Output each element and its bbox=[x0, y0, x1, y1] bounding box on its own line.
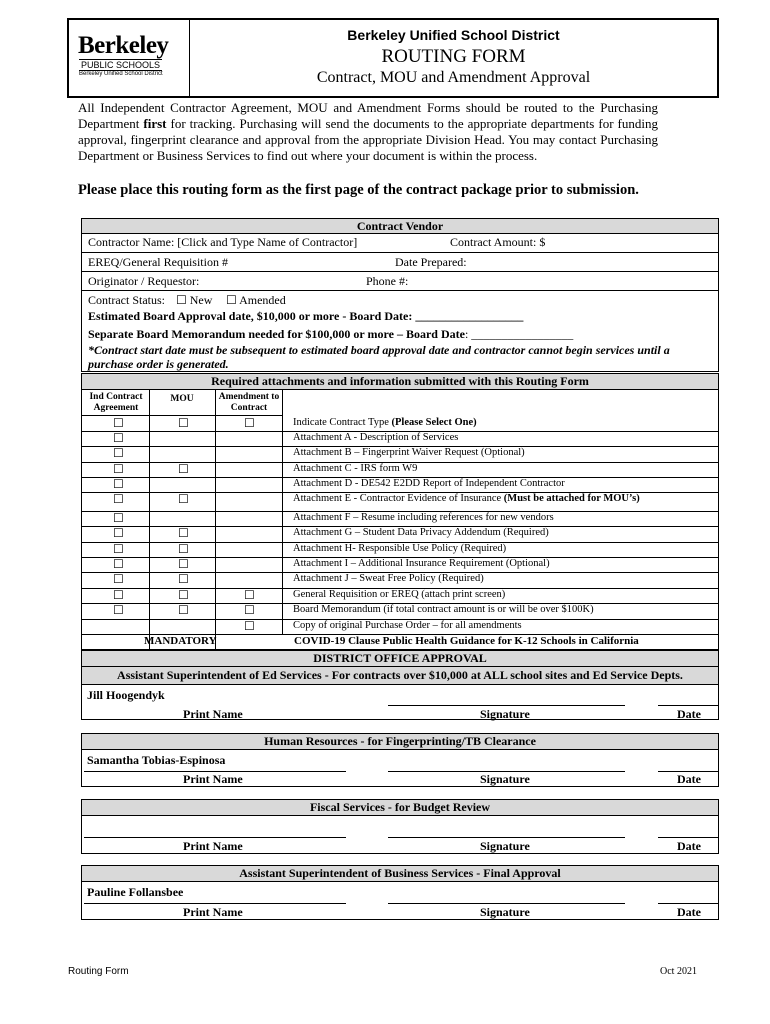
mou-checkbox[interactable]: ☐ bbox=[178, 572, 189, 586]
phone-field[interactable]: Phone #: bbox=[366, 274, 409, 288]
print-name-label: Print Name bbox=[183, 772, 243, 786]
contract-amount-field[interactable]: Contract Amount: $ bbox=[450, 235, 546, 249]
vendor-title: Contract Vendor bbox=[82, 219, 718, 234]
form-title: ROUTING FORM bbox=[381, 46, 526, 67]
mou-checkbox[interactable]: ☐ bbox=[178, 492, 189, 506]
divider bbox=[82, 252, 718, 253]
mou-checkbox[interactable]: ☐ bbox=[178, 462, 189, 476]
attachment-emphasis: (Please Select One) bbox=[391, 417, 477, 428]
attachment-item bbox=[293, 573, 484, 584]
logo-wordmark: Berkeley bbox=[78, 32, 169, 59]
logo-tagline: Berkeley Unified School District bbox=[79, 71, 163, 77]
date-label: Date bbox=[677, 839, 701, 853]
mou-checkbox[interactable]: ☐ bbox=[178, 542, 189, 556]
ind-contract-checkbox[interactable]: ☐ bbox=[113, 588, 124, 602]
col-divider bbox=[282, 390, 283, 634]
date-line bbox=[658, 903, 718, 904]
ind-contract-checkbox[interactable]: ☐ bbox=[113, 431, 124, 445]
contractor-name-field[interactable]: Contractor Name: [Click and Type Name of Contractor] bbox=[88, 235, 358, 249]
logo-subtitle: PUBLIC SCHOOLS bbox=[81, 60, 161, 70]
mou-checkbox[interactable]: ☐ bbox=[178, 526, 189, 540]
attachment-emphasis: (Must be attached for MOU’s) bbox=[503, 493, 640, 504]
ereq-field[interactable]: EREQ/General Requisition # bbox=[88, 255, 228, 269]
col-mou: MOU bbox=[170, 394, 194, 404]
signature-label: Signature bbox=[480, 905, 530, 919]
intro-text-2: for tracking. Purchasing will send the documents to the appropriate departments for funding approval, fingerprint clearance and approval from the appropriate Division Head. You may contact Purchasing Department or Business Services to find out where your document is within the process. bbox=[78, 116, 658, 163]
mandatory-label: MANDATORY bbox=[144, 635, 217, 647]
print-name-label: Print Name bbox=[183, 707, 243, 721]
attachment-text: Copy of original Purchase Order – for all amendments bbox=[293, 620, 522, 631]
ind-contract-checkbox[interactable]: ☐ bbox=[113, 542, 124, 556]
date-line bbox=[658, 705, 718, 706]
vendor-section bbox=[81, 218, 719, 372]
col-divider bbox=[215, 390, 216, 650]
contract-status-label: Contract Status: bbox=[88, 293, 165, 307]
ind-contract-checkbox[interactable]: ☐ bbox=[113, 526, 124, 540]
signature-label: Signature bbox=[480, 839, 530, 853]
divider bbox=[82, 271, 718, 272]
attachment-item bbox=[293, 604, 594, 615]
contract-warning: *Contract start date must be subsequent to estimated board approval date and contractor cannot begin services until a purchase order is generated. bbox=[88, 343, 670, 371]
business-signer-name[interactable]: Pauline Follansbee bbox=[87, 885, 184, 899]
amendment-checkbox[interactable]: ☐ bbox=[244, 416, 255, 430]
mou-checkbox[interactable]: ☐ bbox=[178, 603, 189, 617]
fiscal-section bbox=[81, 799, 719, 854]
placement-notice: Please place this routing form as the first page of the contract package prior to submission. bbox=[78, 182, 639, 198]
ind-contract-checkbox[interactable]: ☐ bbox=[113, 603, 124, 617]
divider bbox=[82, 290, 718, 291]
attachment-text: Attachment C - IRS form W9 bbox=[293, 463, 418, 474]
ind-contract-checkbox[interactable]: ☐ bbox=[113, 572, 124, 586]
attachment-text: Attachment G – Student Data Privacy Addendum (Required) bbox=[293, 527, 549, 538]
attachment-item bbox=[293, 589, 505, 600]
attachment-text: General Requisition or EREQ (attach print screen) bbox=[293, 589, 506, 600]
district-name: Berkeley Unified School District bbox=[347, 27, 560, 43]
attachment-text: Attachment J – Sweat Free Policy (Required) bbox=[293, 573, 484, 584]
covid-clause: COVID-19 Clause Public Health Guidance for K-12 Schools in California bbox=[294, 635, 639, 647]
attachment-text: Board Memorandum (if total contract amount is or will be over $100K) bbox=[293, 604, 594, 615]
col-amendment: Amendment to Contract bbox=[218, 392, 280, 413]
hr-section bbox=[81, 733, 719, 787]
status-amended-checkbox[interactable]: ☐ Amended bbox=[226, 293, 286, 307]
business-section bbox=[81, 865, 719, 920]
attachments-section bbox=[81, 373, 719, 650]
name-line bbox=[84, 903, 346, 904]
board-memo-label: Separate Board Memorandum needed for $100,000 or more – Board Date bbox=[88, 327, 465, 341]
attachment-item bbox=[293, 478, 565, 489]
ind-contract-checkbox[interactable]: ☐ bbox=[113, 557, 124, 571]
signature-line bbox=[388, 705, 625, 706]
board-memo-blank: : _________________ bbox=[464, 327, 574, 341]
amendment-checkbox[interactable]: ☐ bbox=[244, 619, 255, 633]
hr-signer-name[interactable]: Samantha Tobias-Espinosa bbox=[87, 753, 226, 767]
date-label: Date bbox=[677, 905, 701, 919]
business-title: Assistant Superintendent of Business Services - Final Approval bbox=[82, 866, 718, 882]
form-subtitle: Contract, MOU and Amendment Approval bbox=[316, 69, 591, 86]
signature-label: Signature bbox=[480, 772, 530, 786]
district-subtitle: Assistant Superintendent of Ed Services - For contracts over $10,000 at ALL school sites and Ed Service Depts. bbox=[82, 667, 718, 685]
board-memo-date[interactable] bbox=[88, 327, 573, 342]
col-ind-contract: Ind Contract Agreement bbox=[89, 392, 143, 413]
name-line bbox=[84, 837, 346, 838]
mou-checkbox[interactable]: ☐ bbox=[178, 557, 189, 571]
date-prepared-field[interactable]: Date Prepared: bbox=[395, 255, 467, 269]
originator-field[interactable]: Originator / Requestor: bbox=[88, 274, 200, 288]
col-divider bbox=[149, 390, 150, 650]
attachment-item bbox=[293, 543, 506, 554]
attachment-text: Attachment D - DE542 E2DD Report of Independent Contractor bbox=[293, 478, 565, 489]
attachments-title: Required attachments and information submitted with this Routing Form bbox=[82, 374, 718, 390]
attachment-item bbox=[293, 620, 522, 631]
ind-contract-checkbox[interactable]: ☐ bbox=[113, 492, 124, 506]
fiscal-title: Fiscal Services - for Budget Review bbox=[82, 800, 718, 816]
signature-line bbox=[388, 903, 625, 904]
attachment-text: Attachment E - Contractor Evidence of Insurance bbox=[293, 493, 504, 504]
ind-contract-checkbox[interactable]: ☐ bbox=[113, 462, 124, 476]
attachment-text: Attachment A - Description of Services bbox=[293, 432, 459, 443]
signature-label: Signature bbox=[480, 707, 530, 721]
intro-bold: first bbox=[143, 116, 167, 131]
attachment-text: Attachment F – Resume including references for new vendors bbox=[293, 512, 554, 523]
footer-date: Oct 2021 bbox=[660, 966, 697, 977]
board-approval-date[interactable]: Estimated Board Approval date, $10,000 or more - Board Date: __________________ bbox=[88, 309, 524, 323]
print-name-label: Print Name bbox=[183, 905, 243, 919]
mou-checkbox[interactable]: ☐ bbox=[178, 588, 189, 602]
date-line bbox=[658, 837, 718, 838]
attachment-item bbox=[293, 417, 477, 428]
date-label: Date bbox=[677, 772, 701, 786]
district-title: DISTRICT OFFICE APPROVAL bbox=[82, 651, 718, 667]
attachment-item bbox=[293, 512, 554, 523]
ind-contract-checkbox[interactable]: ☐ bbox=[113, 416, 124, 430]
attachment-item bbox=[293, 493, 640, 504]
mou-checkbox[interactable]: ☐ bbox=[178, 416, 189, 430]
amendment-checkbox[interactable]: ☐ bbox=[244, 588, 255, 602]
intro-paragraph bbox=[78, 100, 658, 164]
ind-contract-checkbox[interactable]: ☐ bbox=[113, 511, 124, 525]
hr-title: Human Resources - for Fingerprinting/TB Clearance bbox=[82, 734, 718, 750]
ind-contract-checkbox[interactable]: ☐ bbox=[113, 477, 124, 491]
attachment-text: Attachment I – Additional Insurance Requirement (Optional) bbox=[293, 558, 550, 569]
attachment-item bbox=[293, 432, 458, 443]
attachment-item bbox=[293, 447, 525, 458]
intro-text-1: All Independent Contractor Agreement, MOU and Amendment Forms should be routed to the Purchasing Department bbox=[78, 100, 658, 131]
signature-line bbox=[388, 837, 625, 838]
ind-contract-checkbox[interactable]: ☐ bbox=[113, 446, 124, 460]
attachment-text: Indicate Contract Type bbox=[293, 417, 392, 428]
attachment-item bbox=[293, 527, 549, 538]
date-label: Date bbox=[677, 707, 701, 721]
attachment-item bbox=[293, 463, 417, 474]
amendment-checkbox[interactable]: ☐ bbox=[244, 603, 255, 617]
district-signer-name[interactable]: Jill Hoogendyk bbox=[87, 688, 165, 702]
status-new-checkbox[interactable]: ☐ New bbox=[176, 293, 213, 307]
district-approval-section bbox=[81, 650, 719, 720]
attachment-text: Attachment H- Responsible Use Policy (Required) bbox=[293, 543, 507, 554]
print-name-label: Print Name bbox=[183, 839, 243, 853]
attachment-item bbox=[293, 558, 550, 569]
attachment-text: Attachment B – Fingerprint Waiver Request (Optional) bbox=[293, 447, 525, 458]
footer-form-name: Routing Form bbox=[68, 966, 129, 977]
